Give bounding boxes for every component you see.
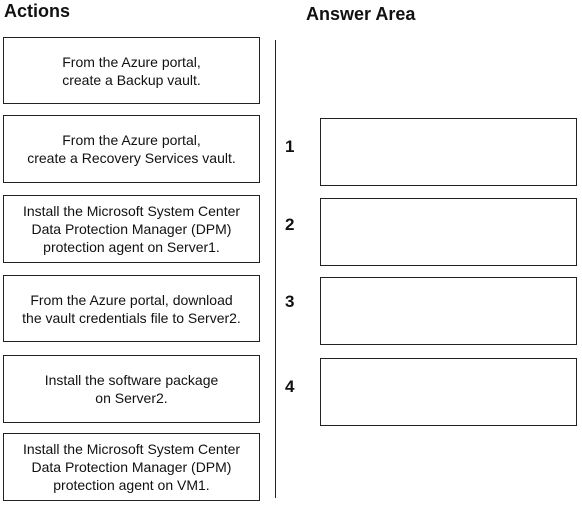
- slot-number-3: 3: [285, 292, 295, 311]
- action-label: From the Azure portal, create a Backup vault.: [62, 53, 201, 88]
- slot-number-1: 1: [285, 137, 295, 156]
- answer-slot-1[interactable]: [320, 118, 577, 186]
- answer-slot-4[interactable]: [320, 358, 577, 426]
- action-label: From the Azure portal, download the vault credentials file to Server2.: [22, 291, 241, 326]
- action-create-recovery-services-vault[interactable]: [3, 115, 260, 183]
- action-install-software-package[interactable]: [3, 355, 260, 423]
- slot-number-4: 4: [285, 377, 295, 396]
- actions-heading: Actions: [4, 1, 71, 21]
- answer-slot-3[interactable]: [320, 277, 577, 345]
- answer-area-heading: Answer Area: [306, 4, 416, 24]
- action-label: Install the software package on Server2.: [44, 372, 219, 406]
- slot-number-2: 2: [285, 215, 295, 234]
- action-install-dpm-agent-vm1[interactable]: [3, 433, 260, 501]
- panel-divider: [275, 40, 276, 498]
- action-create-backup-vault[interactable]: [3, 37, 260, 104]
- action-label: From the Azure portal, create a Recovery Services vault.: [27, 132, 236, 166]
- action-label: Install the Microsoft System Center Data Protection Manager (DPM) protection agent on VM1.: [22, 441, 241, 493]
- action-label: Install the Microsoft System Center Data Protection Manager (DPM) protection agent on Server1.: [22, 203, 241, 255]
- action-download-vault-credentials[interactable]: [3, 275, 260, 342]
- answer-slot-2[interactable]: [320, 198, 577, 266]
- action-install-dpm-agent-server1[interactable]: [3, 195, 260, 263]
